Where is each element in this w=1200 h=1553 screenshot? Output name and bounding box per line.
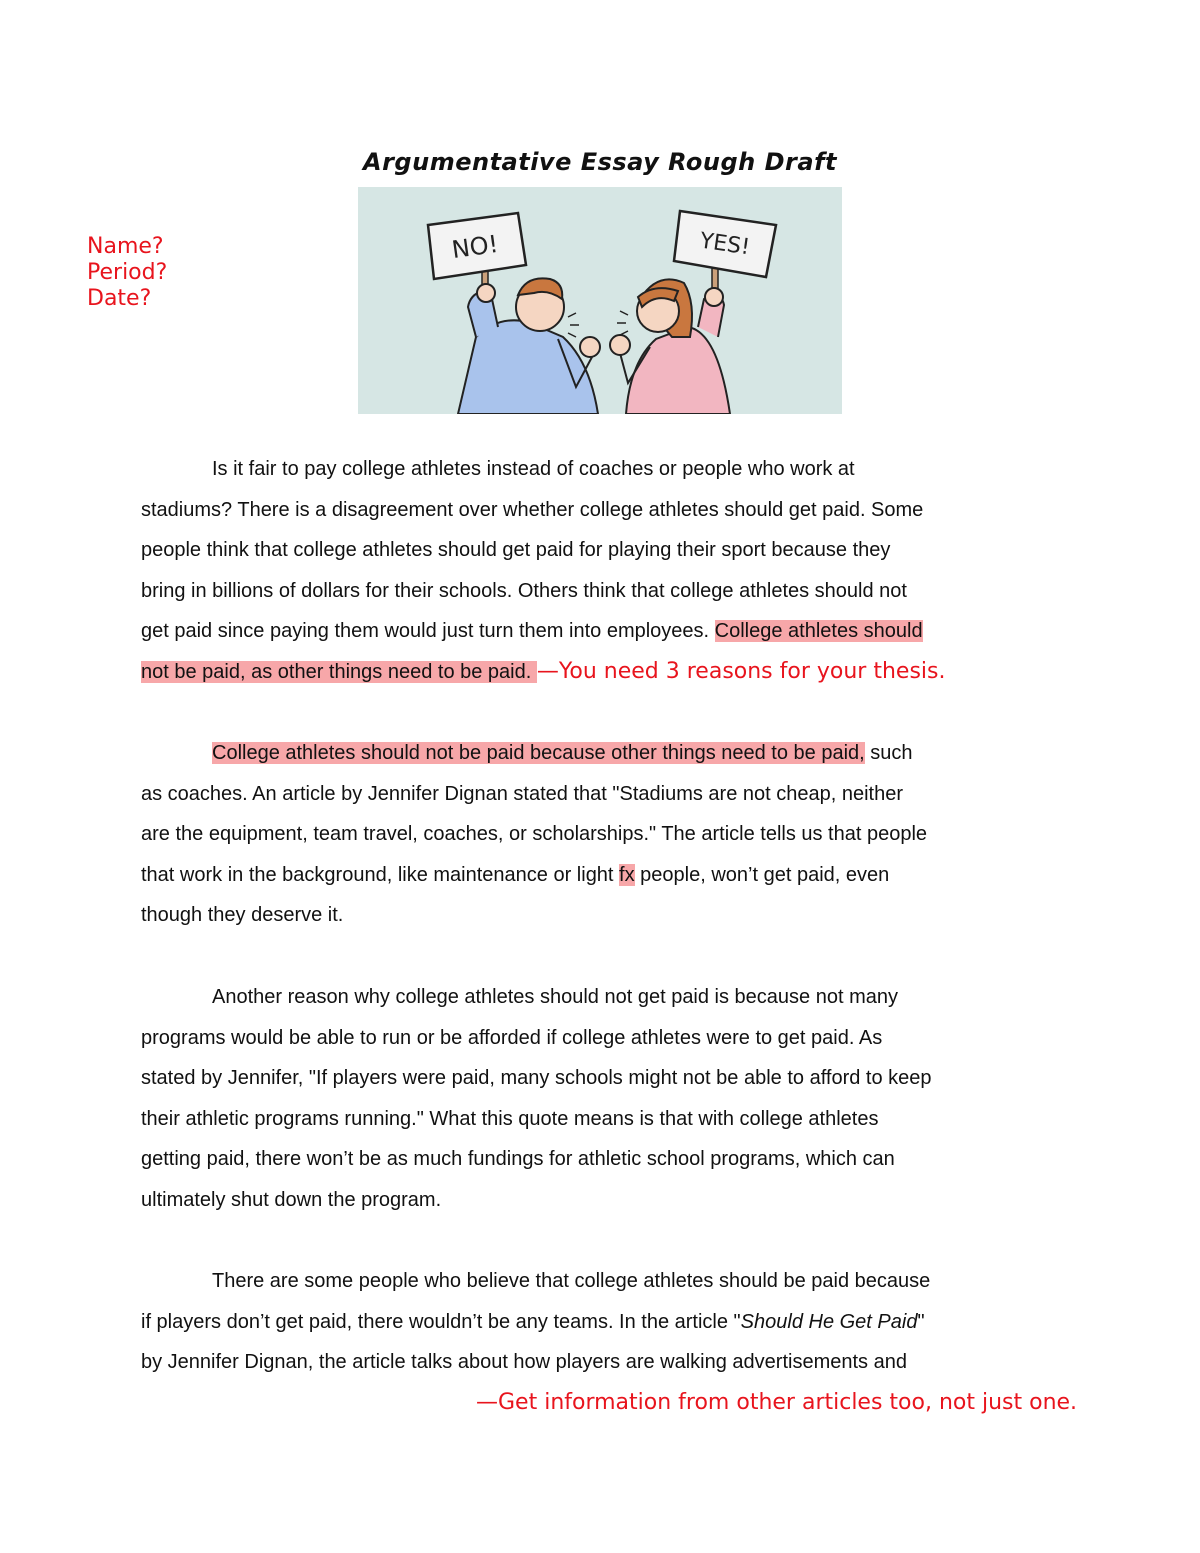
text-run: people, won’t get paid, even <box>634 863 890 886</box>
yes-sign-text: YES! <box>698 228 752 261</box>
no-sign-text: NO! <box>450 229 500 265</box>
text-line <box>141 855 1071 896</box>
debate-illustration <box>358 187 842 414</box>
paragraph-reason-one <box>141 733 1071 936</box>
highlighted-thesis: not be paid, as other things need to be paid. <box>141 660 537 683</box>
text-run: " <box>917 1310 925 1333</box>
text-line: Another reason why college athletes should not get paid is because not many <box>212 986 898 1008</box>
text-line: Is it fair to pay college athletes instead of coaches or people who work at <box>212 458 855 480</box>
highlighted-word: fx <box>619 863 635 886</box>
document-title: Argumentative Essay Rough Draft <box>363 148 837 176</box>
paragraph-reason-two <box>141 977 1071 1221</box>
name-annotation: Name? <box>87 234 164 259</box>
debate-illustration-svg <box>358 187 842 414</box>
sources-comment: —Get information from other articles too, not just one. <box>476 1390 1078 1415</box>
text-line: their athletic programs running." What this quote means is that with college athletes <box>141 1107 879 1130</box>
text-line: There are some people who believe that college athletes should be paid because <box>212 1270 931 1292</box>
text-run: get paid since paying them would just turn them into employees. <box>141 620 715 643</box>
text-run: if players don’t get paid, there wouldn’t be any teams. In the article " <box>141 1310 741 1333</box>
text-line: are the equipment, team travel, coaches, or scholarships." The article tells us that people <box>141 823 928 846</box>
header-annotation <box>87 234 167 312</box>
text-line: as coaches. An article by Jennifer Dignan stated that "Stadiums are not cheap, neither <box>141 782 903 805</box>
paragraph-counterargument <box>141 1261 1071 1383</box>
text-line: programs would be able to run or be afforded if college athletes were to get paid. As <box>141 1026 883 1049</box>
woman-figure <box>610 279 730 414</box>
man-figure <box>458 278 600 414</box>
highlighted-topic-sentence: College athletes should not be paid because other things need to be paid, <box>212 742 865 764</box>
text-line: people think that college athletes should get paid for playing their sport because they <box>141 539 891 562</box>
date-annotation: Date? <box>87 286 152 311</box>
text-line: stated by Jennifer, "If players were paid, many schools might not be able to afford to keep <box>141 1067 932 1090</box>
highlighted-thesis: College athletes should <box>714 620 923 643</box>
text-line: ultimately shut down the program. <box>141 1188 442 1211</box>
text-line: stadiums? There is a disagreement over whether college athletes should get paid. Some <box>141 498 924 521</box>
text-run: that work in the background, like maintenance or light <box>141 863 620 886</box>
text-line <box>141 611 1071 652</box>
text-line: though they deserve it. <box>141 904 344 927</box>
text-line: by Jennifer Dignan, the article talks about how players are walking advertisements and <box>141 1351 907 1374</box>
text-line: getting paid, there won’t be as much fundings for athletic school programs, which can <box>141 1148 895 1171</box>
text-line: bring in billions of dollars for their schools. Others think that college athletes should not <box>141 579 907 602</box>
thesis-comment: —You need 3 reasons for your thesis. <box>536 658 946 684</box>
text-line <box>141 652 1071 693</box>
paragraph-intro <box>141 449 1071 693</box>
text-line <box>141 733 1071 774</box>
text-line <box>141 1302 1071 1343</box>
period-annotation: Period? <box>87 260 168 285</box>
text-run: such <box>864 742 913 764</box>
article-title: Should He Get Paid <box>740 1310 918 1333</box>
